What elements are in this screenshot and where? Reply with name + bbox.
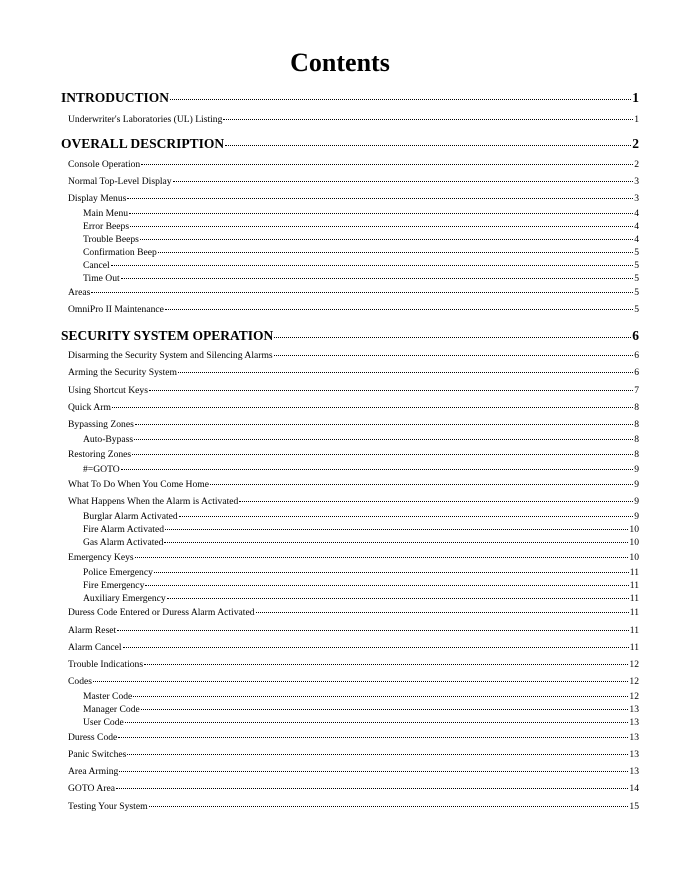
toc-entry-title: Restoring Zones: [68, 449, 132, 460]
dot-leader: [178, 372, 633, 373]
toc-entry[interactable]: [68, 175, 639, 188]
dot-leader: [129, 213, 633, 214]
toc-entry-title: Cancel: [83, 260, 110, 271]
dot-leader: [165, 309, 633, 310]
dot-leader: [149, 390, 633, 391]
toc-entry-page-number: 8: [634, 402, 639, 413]
dot-leader: [210, 484, 633, 485]
toc-entry[interactable]: [68, 606, 639, 619]
toc-subentry[interactable]: [83, 690, 639, 703]
toc-entry-title: Arming the Security System: [68, 367, 177, 378]
toc-entry-page-number: 13: [629, 749, 639, 760]
toc-entry-title: Bypassing Zones: [68, 419, 134, 430]
toc-entry-title: User Code: [83, 717, 124, 728]
toc-entry[interactable]: [68, 551, 639, 564]
toc-entry-title: Manager Code: [83, 704, 140, 715]
dot-leader: [135, 424, 633, 425]
toc-entry-page-number: 5: [634, 260, 639, 271]
toc-entry[interactable]: [68, 303, 639, 316]
toc-subentry[interactable]: [83, 703, 639, 716]
toc-entry-page-number: 11: [629, 607, 639, 618]
toc-entry-title: Fire Emergency: [83, 580, 145, 591]
toc-entry[interactable]: [68, 384, 639, 397]
toc-entry-title: Areas: [68, 287, 91, 298]
toc-entry[interactable]: [68, 192, 639, 205]
dot-leader: [158, 252, 633, 253]
toc-entry[interactable]: [68, 641, 639, 654]
dot-leader: [133, 696, 628, 697]
toc-entry-title: What To Do When You Come Home: [68, 479, 210, 490]
toc-entry-title: Gas Alarm Activated: [83, 537, 164, 548]
toc-entry-page-number: 13: [629, 732, 639, 743]
toc-entry[interactable]: [68, 765, 639, 778]
toc-entry-page-number: 6: [632, 328, 639, 343]
dot-leader: [170, 99, 631, 100]
toc-entry-title: Auto-Bypass: [83, 434, 134, 445]
dot-leader: [149, 806, 629, 807]
toc-entry-title: Burglar Alarm Activated: [83, 511, 178, 522]
toc-entry-title: Duress Code Entered or Duress Alarm Activated: [68, 607, 255, 618]
toc-entry-title: Alarm Reset: [68, 625, 117, 636]
toc-entry-title: SECURITY SYSTEM OPERATION: [61, 328, 274, 343]
toc-entry-title: OVERALL DESCRIPTION: [61, 136, 225, 151]
toc-subentry[interactable]: [83, 716, 639, 729]
toc-entry-title: What Happens When the Alarm is Activated: [68, 496, 239, 507]
dot-leader: [116, 788, 628, 789]
toc-entry-page-number: 8: [634, 419, 639, 430]
toc-entry-title: Emergency Keys: [68, 552, 134, 563]
toc-entry-page-number: 13: [629, 717, 639, 728]
toc-entry-title: GOTO Area: [68, 783, 115, 794]
toc-entry-page-number: 10: [629, 524, 639, 535]
toc-entry-page-number: 2: [632, 136, 639, 151]
page-title: Contents: [290, 48, 390, 77]
toc-subentry[interactable]: [83, 463, 639, 476]
dot-leader: [118, 737, 628, 738]
toc-entry-title: Codes: [68, 676, 92, 687]
toc-entry-title: Confirmation Beep: [83, 247, 157, 258]
toc-entry-title: Time Out: [83, 273, 120, 284]
toc-subentry[interactable]: [83, 259, 639, 272]
dot-leader: [154, 572, 629, 573]
dot-leader: [256, 612, 629, 613]
dot-leader: [119, 771, 628, 772]
toc-entry[interactable]: [68, 286, 639, 299]
toc-entry-page-number: 3: [634, 176, 639, 187]
toc-entry-title: INTRODUCTION: [61, 90, 170, 105]
dot-leader: [179, 516, 634, 517]
toc-entry-page-number: 9: [634, 464, 639, 475]
toc-entry-title: Using Shortcut Keys: [68, 385, 148, 396]
toc-entry[interactable]: [68, 448, 639, 461]
dot-leader: [239, 501, 633, 502]
toc-entry-page-number: 8: [634, 434, 639, 445]
dot-leader: [111, 265, 634, 266]
dot-leader: [135, 557, 629, 558]
toc-entry[interactable]: [68, 782, 639, 795]
toc-entry-page-number: 2: [634, 159, 639, 170]
dot-leader: [93, 681, 628, 682]
dot-leader: [225, 145, 631, 146]
toc-entry[interactable]: [68, 731, 639, 744]
toc-entry-page-number: 5: [634, 273, 639, 284]
toc-entry-page-number: 5: [634, 304, 639, 315]
toc-entry-page-number: 15: [629, 801, 639, 812]
toc-entry-page-number: 13: [629, 704, 639, 715]
toc-entry-title: Fire Alarm Activated: [83, 524, 164, 535]
toc-entry-title: Display Menus: [68, 193, 127, 204]
toc-entry[interactable]: [68, 366, 639, 379]
toc-entry-title: Trouble Indications: [68, 659, 144, 670]
toc-entry-title: Alarm Cancel: [68, 642, 122, 653]
toc-subentry[interactable]: [83, 220, 639, 233]
toc-entry-page-number: 4: [634, 221, 639, 232]
toc-entry-page-number: 11: [629, 567, 639, 578]
toc-entry-title: Quick Arm: [68, 402, 111, 413]
toc-entry-page-number: 3: [634, 193, 639, 204]
toc-entry[interactable]: [68, 349, 639, 362]
toc-entry-title: Disarming the Security System and Silencing Alarms: [68, 350, 273, 361]
toc-entry[interactable]: [68, 495, 639, 508]
toc-subentry[interactable]: [83, 246, 639, 259]
toc-subentry[interactable]: [83, 566, 639, 579]
toc-entry-page-number: 11: [629, 593, 639, 604]
toc-entry-title: Main Menu: [83, 208, 129, 219]
dot-leader: [132, 454, 633, 455]
toc-entry[interactable]: [68, 418, 639, 431]
dot-leader: [144, 664, 628, 665]
toc-entry-page-number: 12: [629, 659, 639, 670]
toc-subentry[interactable]: [83, 592, 639, 605]
toc-entry-page-number: 12: [629, 691, 639, 702]
toc-entry[interactable]: [68, 800, 639, 813]
toc-section-entry[interactable]: [61, 89, 639, 107]
toc-section-entry[interactable]: [61, 327, 639, 345]
dot-leader: [173, 181, 634, 182]
toc-entry-page-number: 6: [634, 350, 639, 361]
dot-leader: [134, 439, 633, 440]
dot-leader: [121, 278, 634, 279]
toc-subentry[interactable]: [83, 536, 639, 549]
toc-entry[interactable]: [68, 158, 639, 171]
toc-entry-page-number: 11: [629, 580, 639, 591]
dot-leader: [141, 709, 629, 710]
dot-leader: [164, 542, 628, 543]
toc-subentry[interactable]: [83, 272, 639, 285]
toc-entry-page-number: 11: [629, 625, 639, 636]
toc-entry[interactable]: [68, 675, 639, 688]
dot-leader: [165, 529, 628, 530]
toc-subentry[interactable]: [83, 207, 639, 220]
toc-entry-title: Console Operation: [68, 159, 141, 170]
toc-entry-page-number: 7: [634, 385, 639, 396]
dot-leader: [140, 239, 633, 240]
toc-entry-title: #=GOTO: [83, 464, 120, 475]
toc-entry[interactable]: [68, 478, 639, 491]
toc-subentry[interactable]: [83, 579, 639, 592]
dot-leader: [121, 469, 634, 470]
toc-entry-title: Master Code: [83, 691, 133, 702]
toc-entry-page-number: 10: [629, 552, 639, 563]
toc-entry-title: Duress Code: [68, 732, 118, 743]
dot-leader: [223, 119, 633, 120]
dot-leader: [127, 754, 628, 755]
toc-subentry[interactable]: [83, 233, 639, 246]
toc-entry-page-number: 8: [634, 449, 639, 460]
dot-leader: [167, 598, 629, 599]
dot-leader: [127, 198, 633, 199]
toc-entry[interactable]: [68, 113, 639, 126]
dot-leader: [130, 226, 633, 227]
dot-leader: [274, 337, 631, 338]
toc-subentry[interactable]: [83, 510, 639, 523]
toc-entry-title: Auxiliary Emergency: [83, 593, 166, 604]
dot-leader: [123, 647, 629, 648]
toc-section-entry[interactable]: [61, 135, 639, 153]
toc-entry-page-number: 10: [629, 537, 639, 548]
toc-entry-page-number: 6: [634, 367, 639, 378]
dot-leader: [117, 630, 629, 631]
toc-entry-page-number: 4: [634, 234, 639, 245]
toc-entry-page-number: 13: [629, 766, 639, 777]
toc-entry-title: Trouble Beeps: [83, 234, 139, 245]
toc-entry-page-number: 5: [634, 247, 639, 258]
toc-entry-page-number: 14: [629, 783, 639, 794]
toc-entry-page-number: 5: [634, 287, 639, 298]
toc-subentry[interactable]: [83, 523, 639, 536]
toc-entry-page-number: 1: [634, 114, 639, 125]
toc-subentry[interactable]: [83, 433, 639, 446]
toc-entry-page-number: 9: [634, 496, 639, 507]
toc-entry-page-number: 9: [634, 479, 639, 490]
toc-entry-page-number: 9: [634, 511, 639, 522]
toc-entry[interactable]: [68, 748, 639, 761]
dot-leader: [125, 722, 629, 723]
toc-entry-title: Area Arming: [68, 766, 119, 777]
toc-entry[interactable]: [68, 624, 639, 637]
toc-entry-title: Police Emergency: [83, 567, 153, 578]
toc-entry[interactable]: [68, 658, 639, 671]
toc-entry-title: Normal Top-Level Display: [68, 176, 172, 187]
toc-entry-page-number: 4: [634, 208, 639, 219]
toc-entry-title: Panic Switches: [68, 749, 127, 760]
toc-entry-title: Error Beeps: [83, 221, 130, 232]
toc-entry-page-number: 11: [629, 642, 639, 653]
dot-leader: [112, 407, 633, 408]
toc-entry-title: Testing Your System: [68, 801, 148, 812]
toc-entry[interactable]: [68, 401, 639, 414]
toc-entry-page-number: 1: [632, 90, 639, 105]
dot-leader: [91, 292, 633, 293]
dot-leader: [145, 585, 628, 586]
toc-entry-title: OmniPro II Maintenance: [68, 304, 164, 315]
toc-entry-page-number: 12: [629, 676, 639, 687]
dot-leader: [274, 355, 634, 356]
toc-entry-title: Underwriter's Laboratories (UL) Listing: [68, 114, 223, 125]
dot-leader: [141, 164, 633, 165]
